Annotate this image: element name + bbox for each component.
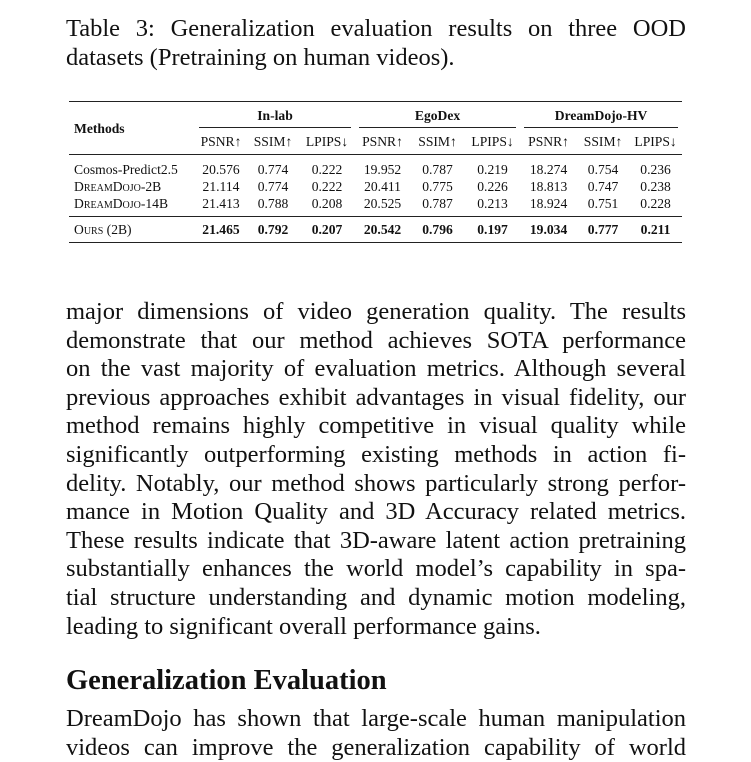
table-cell: 0.774 — [257, 162, 289, 177]
caption-line-2: datasets (Pretraining on human videos). — [66, 44, 455, 71]
section-paragraph — [66, 705, 686, 762]
text-line: leading to significant overall performance gains. — [66, 612, 541, 640]
table-cell: 0.787 — [422, 162, 453, 177]
table-cell: 0.228 — [640, 196, 671, 211]
table-cell: 0.236 — [640, 162, 671, 177]
table-cell: 20.542 — [355, 217, 410, 243]
table-cell: 0.197 — [465, 217, 520, 243]
text-line: on the vast majority of evaluation metrics. Although several — [66, 355, 686, 383]
table-cell: 0.751 — [587, 196, 619, 211]
text-line: DreamDojo has shown that large-scale human manipulation — [66, 705, 686, 732]
text-line: videos can improve the generalization capability of world — [66, 733, 686, 761]
section-heading: Generalization Evaluation — [66, 665, 387, 696]
table-cell: 19.952 — [363, 162, 402, 177]
text-line: significantly outperforming existing methods in action fi- — [66, 440, 686, 468]
group-header-dreamdojo-hv: DreamDojo-HV — [520, 102, 682, 129]
table-cell: 18.924 — [529, 196, 568, 211]
table-row — [69, 178, 682, 195]
metric-header: LPIPS↓ — [471, 133, 514, 149]
text-line: substantially enhances the world model’s capability in spa- — [66, 555, 686, 583]
text-line: previous approaches exhibit advantages in visual fidelity, our — [66, 383, 686, 411]
metric-header: PSNR↑ — [362, 133, 403, 149]
table-cell: 0.213 — [477, 196, 508, 211]
table-row — [69, 155, 682, 179]
table-cell: 0.747 — [587, 179, 619, 194]
metric-header: SSIM↑ — [253, 133, 293, 149]
text-line: tial structure understanding and dynamic motion modeling, — [66, 583, 686, 611]
text-line: major dimensions of video generation quality. The results — [66, 298, 686, 325]
table-cell: 0.792 — [247, 217, 299, 243]
table-cell: 20.576 — [202, 162, 240, 177]
table-cell: 0.222 — [311, 162, 343, 177]
table-cell: 0.787 — [422, 196, 453, 211]
table-cell: 0.211 — [629, 217, 682, 243]
table-cell: 21.465 — [195, 217, 247, 243]
results-table — [69, 101, 682, 243]
metric-header: LPIPS↓ — [634, 133, 677, 149]
table-cell: 18.813 — [529, 179, 568, 194]
table-cell: 21.413 — [202, 196, 240, 211]
group-header-inlab: In-lab — [195, 102, 355, 129]
text-line: These results indicate that 3D-aware latent action pretraining — [66, 526, 686, 554]
method-name: DreamDojo-14B — [74, 196, 169, 211]
table-cell: 19.034 — [520, 217, 577, 243]
table-caption — [66, 14, 686, 72]
table-cell: 0.238 — [640, 179, 671, 194]
table-cell: 0.788 — [257, 196, 289, 211]
table-cell: 18.274 — [529, 162, 568, 177]
metric-header: LPIPS↓ — [305, 133, 349, 149]
text-line: method remains highly competitive in visual quality while — [66, 412, 686, 440]
table-cell: 20.525 — [363, 196, 402, 211]
text-line: mance in Motion Quality and 3D Accuracy related metrics. — [66, 498, 686, 526]
table-cell: 0.775 — [422, 179, 453, 194]
method-name: Cosmos-Predict2.5 — [74, 162, 178, 177]
metric-header: SSIM↑ — [418, 133, 457, 149]
methods-header: Methods — [74, 120, 125, 136]
caption-line-1: Table 3: Generalization evaluation results on three OOD — [66, 15, 686, 42]
text-line: demonstrate that our method achieves SOTA performance — [66, 326, 686, 354]
method-name: DreamDojo-2B — [74, 179, 162, 194]
table-cell: 0.208 — [311, 196, 343, 211]
metric-header: PSNR↑ — [200, 133, 242, 149]
table-cell: 20.411 — [364, 179, 401, 194]
table-cell: 0.777 — [577, 217, 629, 243]
table-cell: 0.222 — [311, 179, 343, 194]
table-row-ours — [69, 217, 682, 243]
table-cell: 0.219 — [477, 162, 508, 177]
metric-header: SSIM↑ — [583, 133, 623, 149]
table-cell: 0.226 — [477, 179, 508, 194]
metric-header: PSNR↑ — [528, 133, 569, 149]
table-cell: 0.796 — [410, 217, 465, 243]
group-header-egodex: EgoDex — [355, 102, 520, 129]
text-line: delity. Notably, our method shows particularly strong perfor- — [66, 469, 686, 497]
table-cell: 0.754 — [587, 162, 619, 177]
table-cell: 21.114 — [202, 179, 240, 194]
table-row — [69, 195, 682, 217]
method-name: Ours (2B) — [69, 217, 195, 243]
table-cell: 0.774 — [257, 179, 289, 194]
table-cell: 0.207 — [299, 217, 355, 243]
body-paragraph — [66, 298, 686, 641]
